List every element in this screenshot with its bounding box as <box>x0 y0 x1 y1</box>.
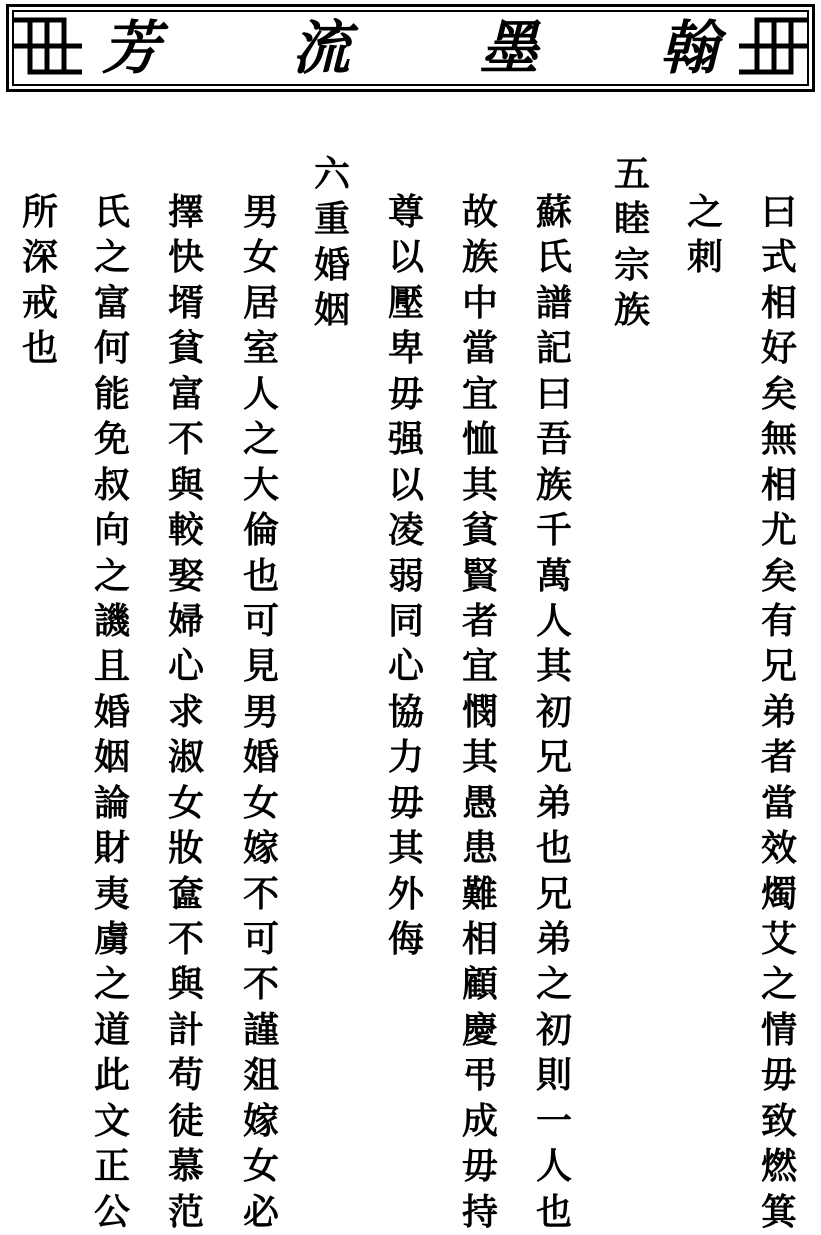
text-char: 情 <box>760 1008 797 1051</box>
text-char: 弟 <box>535 781 572 824</box>
text-char: 夷 <box>93 872 130 915</box>
text-char: 貧 <box>167 327 204 370</box>
text-char: 富 <box>93 281 130 324</box>
text-char: 弔 <box>461 1054 498 1097</box>
text-char: 之 <box>93 236 130 279</box>
text-char: 毋 <box>387 781 424 824</box>
text-char: 重 <box>313 198 350 241</box>
text-char: 五 <box>613 153 650 195</box>
text-char: 財 <box>93 827 130 870</box>
text-char: 成 <box>461 1099 498 1142</box>
text-char: 其 <box>387 827 424 870</box>
text-column <box>458 190 502 1235</box>
text-char: 戒 <box>21 281 58 324</box>
text-char: 妝 <box>167 827 204 870</box>
text-char: 兄 <box>760 645 797 688</box>
text-char: 宜 <box>461 645 498 688</box>
text-char: 也 <box>21 327 58 370</box>
text-char: 淑 <box>167 736 204 779</box>
text-char: 正 <box>93 1145 130 1188</box>
text-char: 慕 <box>167 1145 204 1188</box>
text-char: 者 <box>760 736 797 779</box>
text-char: 人 <box>535 599 572 642</box>
text-char: 叔 <box>93 463 130 506</box>
text-char: 較 <box>167 509 204 552</box>
text-char: 記 <box>535 327 572 370</box>
text-char: 所 <box>21 191 58 233</box>
text-char: 娶 <box>167 554 204 597</box>
text-char: 姻 <box>313 289 350 332</box>
text-char: 范 <box>167 1190 204 1233</box>
text-char: 謹 <box>242 1008 279 1051</box>
text-char: 初 <box>535 690 572 733</box>
text-char: 爼 <box>242 1054 279 1097</box>
banner-title-char-3: 墨 <box>479 14 538 82</box>
text-char: 婚 <box>242 736 279 779</box>
text-char: 卑 <box>387 327 424 370</box>
text-char: 氏 <box>535 236 572 279</box>
text-char: 曰 <box>535 372 572 415</box>
text-char: 男 <box>242 191 279 233</box>
right-lattice-ornament-icon <box>739 20 808 72</box>
text-char: 婦 <box>167 599 204 642</box>
text-char: 初 <box>535 1008 572 1051</box>
text-char: 其 <box>535 645 572 688</box>
text-char: 患 <box>461 827 498 870</box>
text-char: 文 <box>93 1099 130 1142</box>
text-char: 也 <box>535 827 572 870</box>
text-char: 且 <box>93 645 130 688</box>
text-char: 嫁 <box>242 827 279 870</box>
text-column <box>239 190 283 1235</box>
text-char: 當 <box>760 781 797 824</box>
text-char: 道 <box>93 1008 130 1051</box>
text-char: 萬 <box>535 554 572 597</box>
text-char: 吾 <box>535 418 572 461</box>
text-char: 必 <box>242 1190 279 1233</box>
text-char: 姻 <box>93 736 130 779</box>
text-char: 毋 <box>461 1145 498 1188</box>
text-char: 向 <box>93 509 130 552</box>
text-char: 與 <box>167 963 204 1006</box>
text-char: 持 <box>461 1190 498 1233</box>
text-char: 當 <box>461 327 498 370</box>
text-column <box>18 190 62 372</box>
text-char: 相 <box>760 463 797 506</box>
text-column <box>757 190 801 1235</box>
text-column <box>310 152 354 334</box>
text-char: 之 <box>93 554 130 597</box>
text-char: 不 <box>242 963 279 1006</box>
text-char: 氏 <box>93 191 130 233</box>
text-char: 其 <box>461 463 498 506</box>
text-char: 不 <box>242 872 279 915</box>
text-char: 人 <box>535 1145 572 1188</box>
text-char: 箕 <box>760 1190 797 1233</box>
text-char: 其 <box>461 736 498 779</box>
text-char: 之 <box>686 191 723 233</box>
text-char: 公 <box>93 1190 130 1233</box>
text-char: 之 <box>760 963 797 1006</box>
text-char: 計 <box>167 1008 204 1051</box>
text-char: 矣 <box>760 554 797 597</box>
text-char: 外 <box>387 872 424 915</box>
text-char: 大 <box>242 463 279 506</box>
text-column <box>683 190 727 281</box>
text-char: 千 <box>535 509 572 552</box>
text-char: 弟 <box>535 918 572 960</box>
text-char: 艾 <box>760 918 797 960</box>
text-char: 刺 <box>686 236 723 279</box>
text-char: 見 <box>242 645 279 688</box>
text-char: 不 <box>167 918 204 960</box>
text-char: 富 <box>167 372 204 415</box>
text-char: 蘇 <box>535 191 572 233</box>
text-char: 女 <box>242 781 279 824</box>
left-lattice-ornament-icon <box>13 20 82 72</box>
text-char: 兄 <box>535 736 572 779</box>
text-char: 賢 <box>461 554 498 597</box>
text-char: 六 <box>313 153 350 195</box>
text-char: 倫 <box>242 509 279 552</box>
text-char: 侮 <box>387 918 424 960</box>
text-char: 與 <box>167 463 204 506</box>
text-char: 燭 <box>760 872 797 915</box>
text-char: 壓 <box>387 281 424 324</box>
text-char: 居 <box>242 281 279 324</box>
text-char: 深 <box>21 236 58 279</box>
text-char: 族 <box>535 463 572 506</box>
text-char: 弱 <box>387 554 424 597</box>
text-char: 快 <box>167 236 204 279</box>
text-char: 室 <box>242 327 279 370</box>
text-char: 故 <box>461 191 498 233</box>
text-column <box>610 152 654 334</box>
text-char: 燃 <box>760 1145 797 1188</box>
text-char: 徒 <box>167 1099 204 1142</box>
text-char: 男 <box>242 690 279 733</box>
text-char: 心 <box>387 645 424 688</box>
text-char: 顧 <box>461 963 498 1006</box>
text-char: 也 <box>535 1190 572 1233</box>
text-char: 婚 <box>93 690 130 733</box>
text-char: 論 <box>93 781 130 824</box>
text-char: 此 <box>93 1054 130 1097</box>
text-char: 苟 <box>167 1054 204 1097</box>
banner-title-char-1: 芳 <box>101 14 160 82</box>
text-char: 矣 <box>760 372 797 415</box>
text-char: 可 <box>242 599 279 642</box>
text-char: 者 <box>461 599 498 642</box>
text-char: 不 <box>167 418 204 461</box>
text-char: 兄 <box>535 872 572 915</box>
text-char: 譜 <box>535 281 572 324</box>
text-char: 能 <box>93 372 130 415</box>
text-char: 凌 <box>387 509 424 552</box>
text-char: 式 <box>760 236 797 279</box>
text-char: 致 <box>760 1099 797 1142</box>
banner-title-char-4: 翰 <box>659 14 718 82</box>
text-char: 心 <box>167 645 204 688</box>
text-char: 效 <box>760 827 797 870</box>
text-char: 毋 <box>760 1054 797 1097</box>
text-char: 奩 <box>167 872 204 915</box>
text-char: 人 <box>242 372 279 415</box>
text-char: 可 <box>242 918 279 960</box>
text-char: 相 <box>461 918 498 960</box>
text-char: 恤 <box>461 418 498 461</box>
text-char: 憫 <box>461 690 498 733</box>
text-char: 也 <box>242 554 279 597</box>
text-char: 好 <box>760 327 797 370</box>
text-char: 擇 <box>167 191 204 233</box>
text-char: 女 <box>242 236 279 279</box>
text-column <box>164 190 208 1235</box>
text-char: 嫁 <box>242 1099 279 1142</box>
text-column <box>532 190 576 1235</box>
text-char: 有 <box>760 599 797 642</box>
text-char: 宗 <box>613 243 650 286</box>
banner-title-char-2: 流 <box>291 14 350 82</box>
text-char: 以 <box>387 463 424 506</box>
text-char: 一 <box>535 1099 572 1142</box>
text-char: 女 <box>242 1145 279 1188</box>
text-column <box>90 190 134 1235</box>
text-column <box>384 190 428 962</box>
text-char: 宜 <box>461 372 498 415</box>
text-char: 相 <box>760 281 797 324</box>
text-char: 免 <box>93 418 130 461</box>
text-char: 之 <box>93 963 130 1006</box>
text-char: 虜 <box>93 918 130 960</box>
text-char: 貧 <box>461 509 498 552</box>
text-char: 族 <box>613 289 650 332</box>
text-char: 之 <box>242 418 279 461</box>
text-char: 族 <box>461 236 498 279</box>
text-char: 强 <box>387 418 424 461</box>
text-char: 女 <box>167 781 204 824</box>
text-char: 力 <box>387 736 424 779</box>
text-char: 婚 <box>313 243 350 286</box>
text-char: 慶 <box>461 1008 498 1051</box>
text-char: 何 <box>93 327 130 370</box>
text-char: 中 <box>461 281 498 324</box>
text-char: 尊 <box>387 191 424 233</box>
text-char: 之 <box>535 963 572 1006</box>
text-char: 曰 <box>760 191 797 233</box>
text-char: 難 <box>461 872 498 915</box>
text-char: 協 <box>387 690 424 733</box>
text-char: 無 <box>760 418 797 461</box>
text-char: 壻 <box>167 281 204 324</box>
text-char: 求 <box>167 690 204 733</box>
text-char: 以 <box>387 236 424 279</box>
text-char: 睦 <box>613 198 650 241</box>
text-char: 弟 <box>760 690 797 733</box>
text-char: 則 <box>535 1054 572 1097</box>
text-char: 同 <box>387 599 424 642</box>
text-char: 譏 <box>93 599 130 642</box>
text-char: 尤 <box>760 509 797 552</box>
text-char: 愚 <box>461 781 498 824</box>
text-char: 毋 <box>387 372 424 415</box>
